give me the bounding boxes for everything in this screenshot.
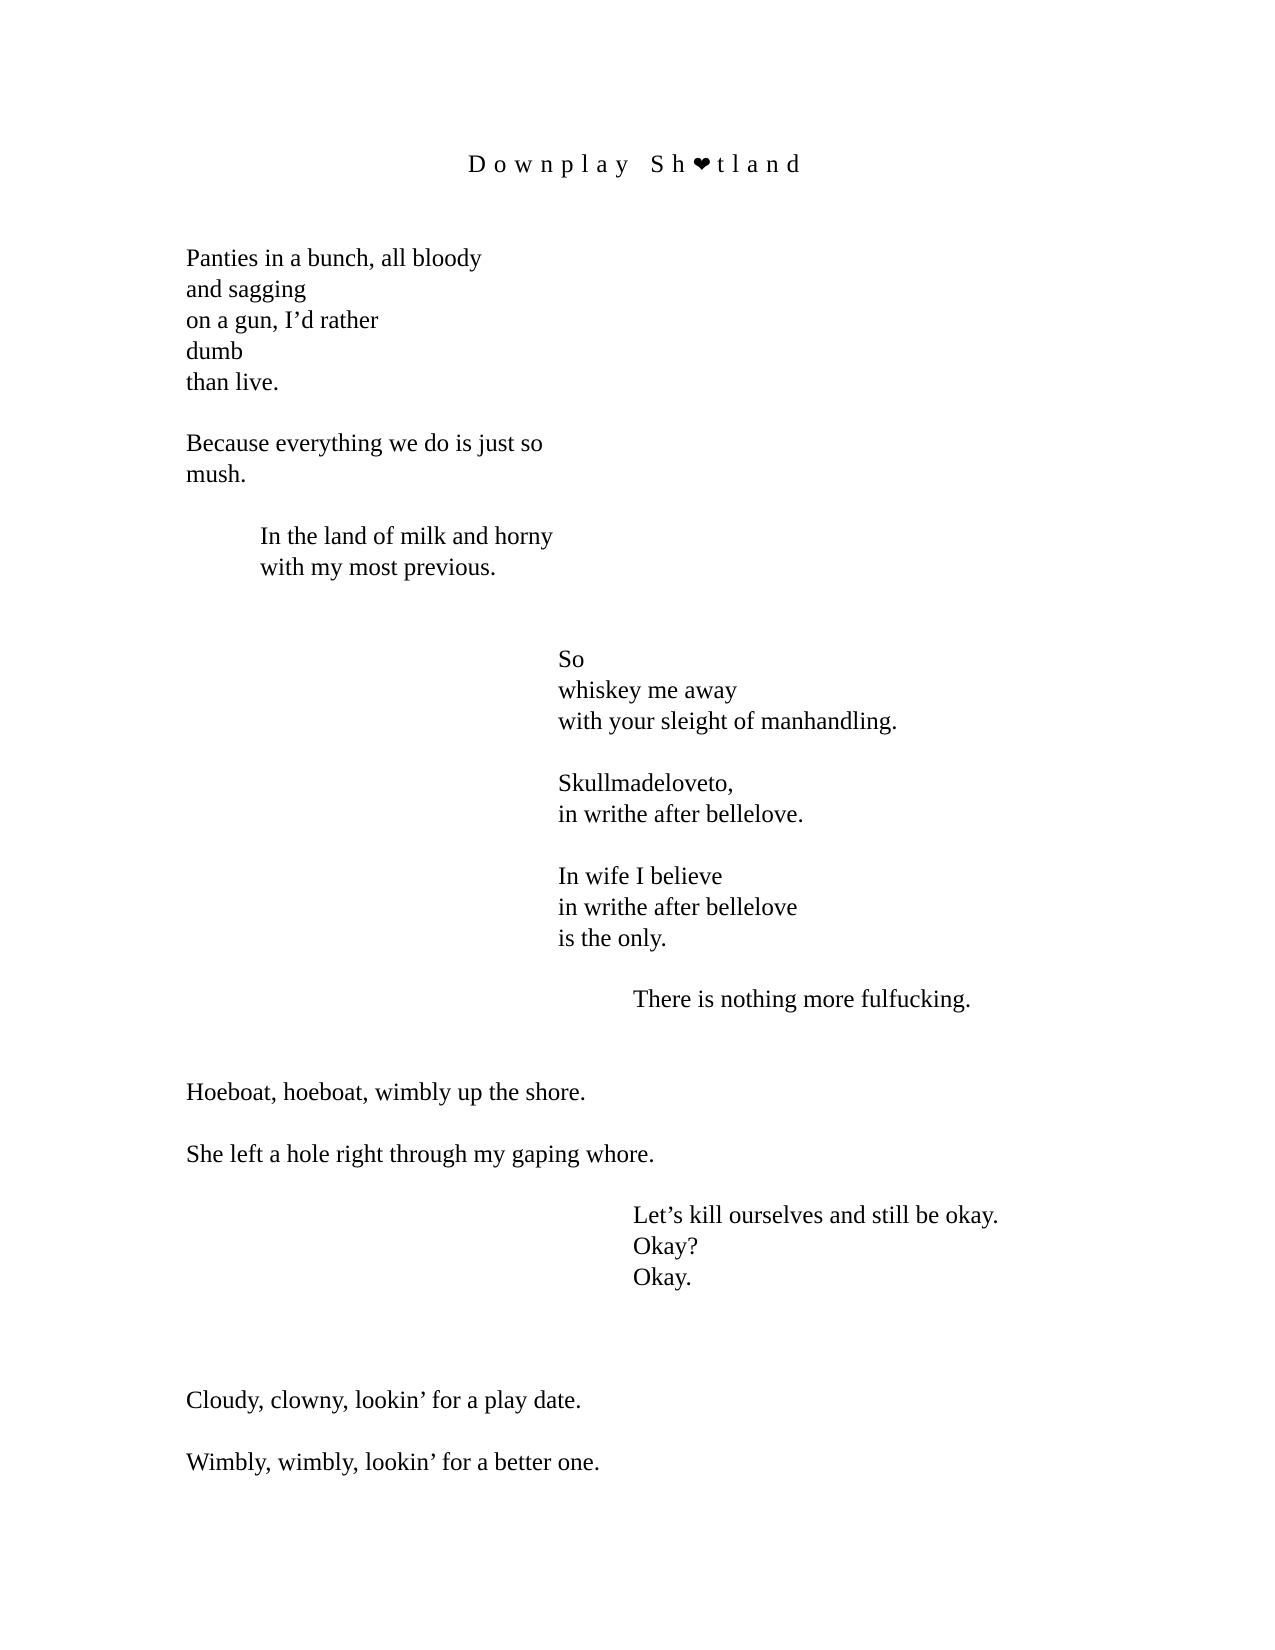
stanza-3 bbox=[260, 521, 553, 583]
stanza-7 bbox=[633, 984, 971, 1015]
stanza-12 bbox=[186, 1447, 600, 1478]
poem-line: Okay? bbox=[633, 1233, 699, 1260]
poem-line: Okay. bbox=[633, 1264, 692, 1291]
title-start: Downplay Sh bbox=[467, 151, 693, 178]
poem-line: with my most previous. bbox=[260, 554, 497, 581]
title-end: tland bbox=[717, 151, 808, 178]
stanza-4 bbox=[558, 644, 898, 737]
poem-line: Skullmadeloveto, bbox=[558, 770, 734, 797]
poem-line: She left a hole right through my gaping whore. bbox=[186, 1141, 655, 1168]
poem-line: dumb bbox=[186, 338, 243, 365]
stanza-6 bbox=[558, 861, 797, 954]
poem-line: Let’s kill ourselves and still be okay. bbox=[633, 1202, 999, 1229]
stanza-10 bbox=[633, 1200, 999, 1293]
poem-line: In the land of milk and horny bbox=[260, 523, 553, 550]
poem-line: In wife I believe bbox=[558, 863, 723, 890]
stanza-2 bbox=[186, 428, 543, 490]
poem-line: is the only. bbox=[558, 925, 667, 952]
stanza-11 bbox=[186, 1385, 582, 1416]
poem-line: mush. bbox=[186, 461, 247, 488]
poem-line: Panties in a bunch, all bloody bbox=[186, 245, 482, 272]
poem-line: Because everything we do is just so bbox=[186, 430, 543, 457]
stanza-8 bbox=[186, 1077, 586, 1108]
poem-line: than live. bbox=[186, 369, 280, 396]
poem-line: and sagging bbox=[186, 276, 307, 303]
stanza-9 bbox=[186, 1139, 655, 1170]
heart-icon: ❤ bbox=[692, 153, 718, 178]
poem-line: Wimbly, wimbly, lookin’ for a better one. bbox=[186, 1449, 600, 1476]
poem-line: in writhe after bellelove bbox=[558, 894, 798, 921]
poem-line: Hoeboat, hoeboat, wimbly up the shore. bbox=[186, 1079, 586, 1106]
poem-line: There is nothing more fulfucking. bbox=[633, 986, 972, 1013]
poem-line: whiskey me away bbox=[558, 677, 738, 704]
stanza-1 bbox=[186, 243, 482, 398]
poem-line: in writhe after bellelove. bbox=[558, 801, 804, 828]
poem-title bbox=[0, 150, 1275, 181]
poem-line: on a gun, I’d rather bbox=[186, 307, 379, 334]
poem-line: So bbox=[558, 646, 585, 673]
poem-line: with your sleight of manhandling. bbox=[558, 708, 898, 735]
poem-line: Cloudy, clowny, lookin’ for a play date. bbox=[186, 1387, 582, 1414]
stanza-5 bbox=[558, 768, 804, 830]
